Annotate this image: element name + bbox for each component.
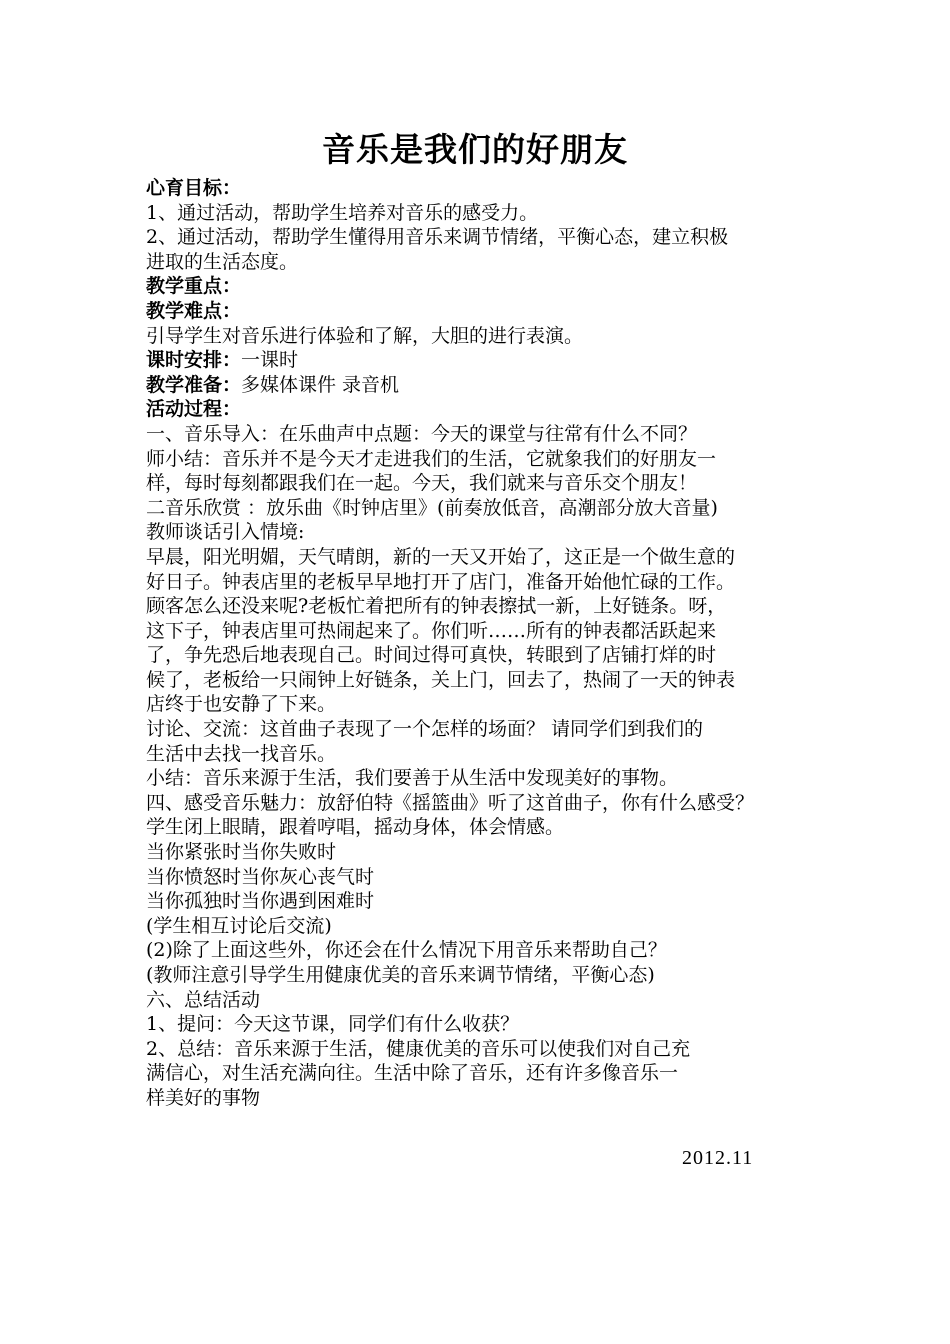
process-line: 当你愤怒时当你灰心丧气时	[146, 865, 375, 888]
difficulty-text: 引导学生对音乐进行体验和了解，大胆的进行表演。	[146, 324, 584, 347]
document-date: 2012.11	[682, 1147, 754, 1169]
focus-heading: 教学重点：	[146, 275, 242, 298]
goal-item-2-cont: 进取的生活态度。	[146, 250, 299, 273]
prep-row	[146, 373, 816, 398]
process-line: 六、总结活动	[146, 988, 261, 1011]
process-line: 满信心，对生活充满向往。生活中除了音乐，还有许多像音乐一	[146, 1062, 679, 1085]
process-line: 二音乐欣赏 ：放乐曲《时钟店里》(前奏放低音，高潮部分放大音量)	[146, 496, 718, 519]
goal-heading: 心育目标：	[146, 177, 242, 199]
process-line: 小结：音乐来源于生活，我们要善于从生活中发现美好的事物。	[146, 767, 679, 790]
hours-row	[146, 348, 816, 373]
document-body	[146, 176, 816, 1111]
process-line: (教师注意引导学生用健康优美的音乐来调节情绪，平衡心态)	[146, 964, 655, 986]
process-line: 一、音乐导入：在乐曲声中点题：今天的课堂与往常有什么不同？	[146, 422, 698, 445]
process-line: 1、提问：今天这节课，同学们有什么收获？	[146, 1013, 520, 1036]
hours-value: 一课时	[241, 349, 299, 372]
process-line: (学生相互讨论后交流)	[146, 914, 332, 937]
goal-item-1: 1、通过活动，帮助学生培养对音乐的感受力。	[146, 201, 539, 224]
process-line: 师小结：音乐并不是今天才走进我们的生活，它就象我们的好朋友一	[146, 447, 717, 470]
process-line: 候了，老板给一只闹钟上好链条，关上门，回去了，热闹了一天的钟表	[146, 668, 736, 691]
process-line: 早晨，阳光明媚，天气晴朗，新的一天又开始了，这正是一个做生意的	[146, 545, 736, 568]
process-line: 学生闭上眼睛，跟着哼唱，摇动身体，体会情感。	[146, 816, 565, 839]
goal-item-2: 2、通过活动，帮助学生懂得用音乐来调节情绪，平衡心态，建立积极	[146, 226, 729, 249]
process-line: 教师谈话引入情境:	[146, 521, 305, 544]
process-line: 样，每时每刻都跟我们在一起。今天，我们就来与音乐交个朋友！	[146, 472, 698, 495]
process-heading: 活动过程：	[146, 398, 242, 421]
process-line: 了，争先恐后地表现自己。时间过得可真快，转眼到了店铺打烊的时	[146, 644, 717, 667]
process-line: (2)除了上面这些外，你还会在什么情况下用音乐来帮助自己？	[146, 939, 667, 962]
process-line: 讨论、交流：这首曲子表现了一个怎样的场面？ 请同学们到我们的	[146, 718, 704, 741]
process-line: 四、感受音乐魅力：放舒伯特《摇篮曲》听了这首曲子，你有什么感受？	[146, 791, 755, 814]
process-line: 好日子。钟表店里的老板早早地打开了店门，准备开始他忙碌的工作。	[146, 570, 736, 593]
hours-heading: 课时安排：	[146, 349, 242, 372]
difficulty-heading: 教学难点：	[146, 299, 242, 322]
process-line: 当你孤独时当你遇到困难时	[146, 890, 375, 913]
process-line: 2、总结：音乐来源于生活，健康优美的音乐可以使我们对自己充	[146, 1037, 691, 1060]
prep-heading: 教学准备：	[146, 373, 242, 396]
process-line: 生活中去找一找音乐。	[146, 742, 337, 765]
prep-value: 多媒体课件 录音机	[241, 373, 400, 396]
process-line: 当你紧张时当你失败时	[146, 841, 337, 864]
page-title: 音乐是我们的好朋友	[322, 130, 628, 169]
process-line: 顾客怎么还没来呢?老板忙着把所有的钟表擦拭一新，上好链条。呀，	[146, 595, 727, 618]
process-line: 这下子，钟表店里可热闹起来了。你们听……所有的钟表都活跃起来	[146, 619, 717, 642]
process-line: 样美好的事物	[146, 1086, 261, 1109]
process-line: 店终于也安静了下来。	[146, 693, 337, 716]
